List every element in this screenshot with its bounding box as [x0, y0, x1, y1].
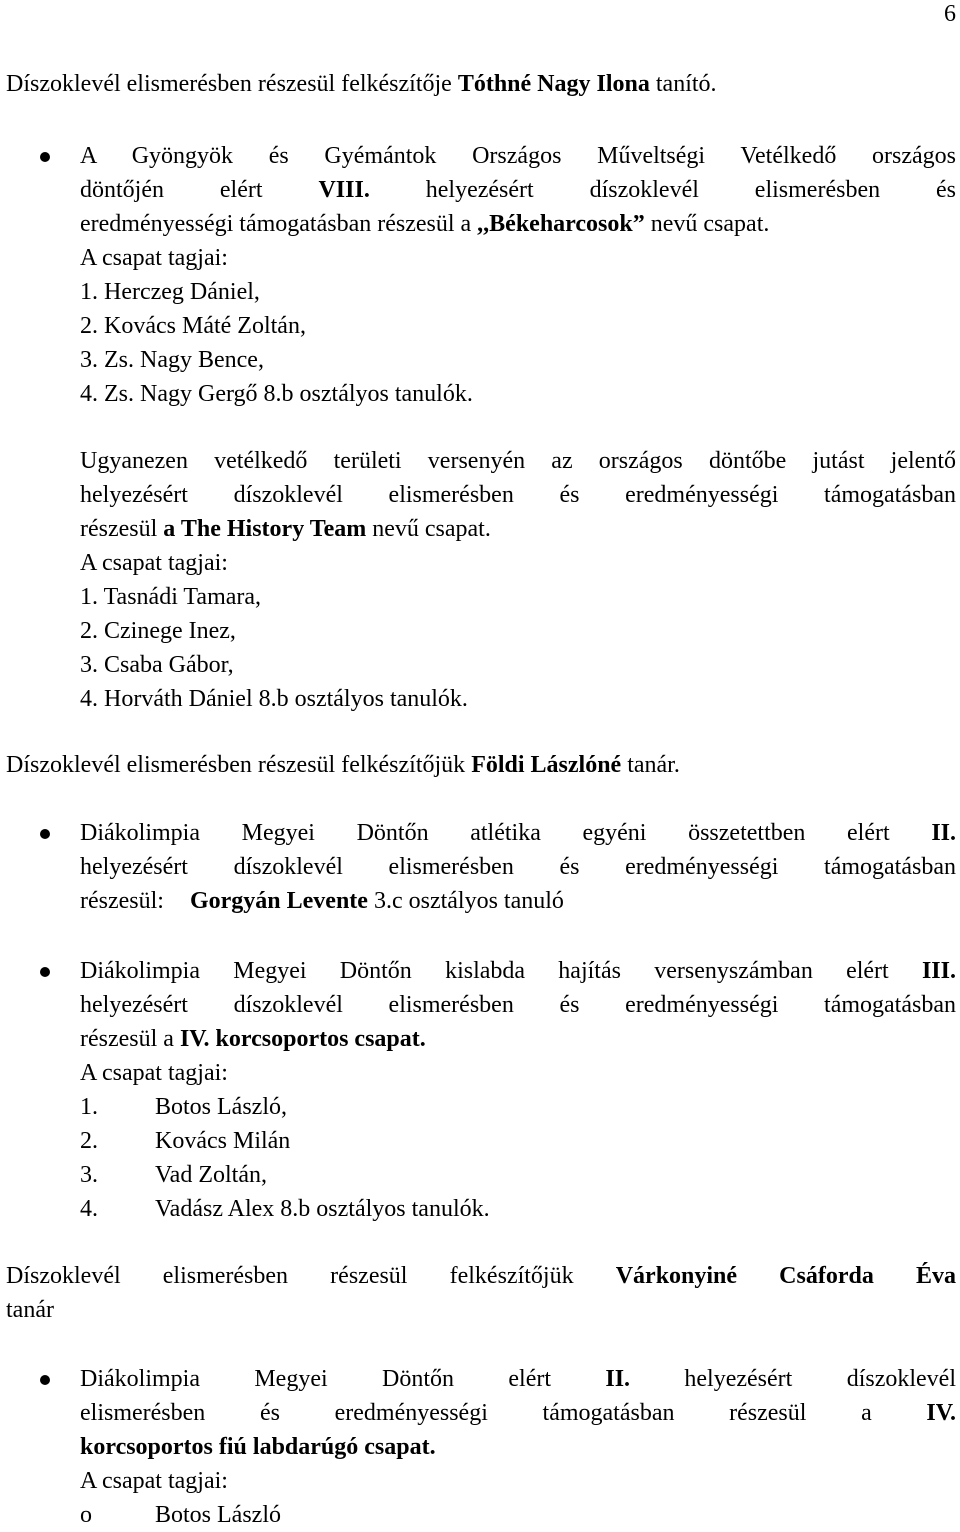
- continuation-line-1: Ugyanezen vetélkedő területi versenyén az országos döntőbe jutást jelentő: [80, 448, 956, 474]
- bullet-1-line-2: döntőjén elért VIII. helyezésért díszoklevél elismerésben és: [80, 177, 957, 203]
- page-number: 6: [944, 1, 956, 27]
- bullet-2-line-1: Diákolimpia Megyei Döntőn atlétika egyéni összetettben elért II.: [80, 820, 956, 846]
- bullet-2-line-2: helyezésért díszoklevél elismerésben és eredményességi támogatásban: [80, 854, 956, 880]
- member-item: 4. Horváth Dániel 8.b osztályos tanulók.: [80, 686, 468, 712]
- paragraph-teacher-3: Díszoklevél elismerésben részesül felkészítőjük Várkonyiné Csáforda Éva: [6, 1263, 956, 1289]
- bullet-icon: [40, 152, 50, 162]
- bullet-3-line-3: részesül a IV. korcsoportos csapat.: [80, 1026, 426, 1052]
- member-item: 3. Vad Zoltán,: [80, 1162, 267, 1188]
- continuation-line-2: helyezésért díszoklevél elismerésben és eredményességi támogatásban: [80, 482, 956, 508]
- bullet-4-line-1: Diákolimpia Megyei Döntőn elért II. helyezésért díszoklevél: [80, 1366, 956, 1392]
- paragraph-teacher-3-line-2: tanár: [6, 1297, 54, 1323]
- bullet-3-line-2: helyezésért díszoklevél elismerésben és eredményességi támogatásban: [80, 992, 956, 1018]
- paragraph-teacher-2: Díszoklevél elismerésben részesül felkészítőjük Földi Lászlóné tanár.: [6, 752, 680, 778]
- member-item: 1. Tasnádi Tamara,: [80, 584, 262, 610]
- members-label: A csapat tagjai:: [80, 245, 228, 271]
- bullet-4-line-2: elismerésben és eredményességi támogatásban részesül a IV.: [80, 1400, 956, 1426]
- member-item: 2. Kovács Máté Zoltán,: [80, 313, 306, 339]
- circle-bullet-marker: o: [80, 1502, 92, 1528]
- member-item: 3. Zs. Nagy Bence,: [80, 347, 264, 373]
- member-item: 4. Vadász Alex 8.b osztályos tanulók.: [80, 1196, 490, 1222]
- members-label: A csapat tagjai:: [80, 1060, 228, 1086]
- member-item: 1. Herczeg Dániel,: [80, 279, 260, 305]
- member-item: 4. Zs. Nagy Gergő 8.b osztályos tanulók.: [80, 381, 473, 407]
- bullet-icon: [40, 829, 50, 839]
- members-label: A csapat tagjai:: [80, 550, 228, 576]
- member-item: 3. Csaba Gábor,: [80, 652, 234, 678]
- bullet-4-line-3: korcsoportos fiú labdarúgó csapat.: [80, 1434, 436, 1460]
- members-label: A csapat tagjai:: [80, 1468, 228, 1494]
- bullet-icon: [40, 1375, 50, 1385]
- member-item: o Botos László: [80, 1498, 956, 1532]
- bullet-3-line-1: Diákolimpia Megyei Döntőn kislabda hajítás versenyszámban elért III.: [80, 958, 956, 984]
- paragraph-teacher-1: Díszoklevél elismerésben részesül felkészítője Tóthné Nagy Ilona tanító.: [6, 71, 717, 97]
- bullet-1-line-1: A Gyöngyök és Gyémántok Országos Műveltségi Vetélkedő országos: [80, 143, 956, 169]
- bullet-1-line-3: eredményességi támogatásban részesül a ,,Békeharcosok” nevű csapat.: [80, 211, 770, 237]
- bullet-icon: [40, 967, 50, 977]
- bullet-2-line-3: részesül: Gorgyán Levente 3.c osztályos tanuló: [80, 888, 564, 914]
- member-item: 1. Botos László,: [80, 1094, 287, 1120]
- continuation-line-3: részesül a The History Team nevű csapat.: [80, 516, 491, 542]
- member-item: 2. Czinege Inez,: [80, 618, 236, 644]
- member-item: 2. Kovács Milán: [80, 1128, 291, 1154]
